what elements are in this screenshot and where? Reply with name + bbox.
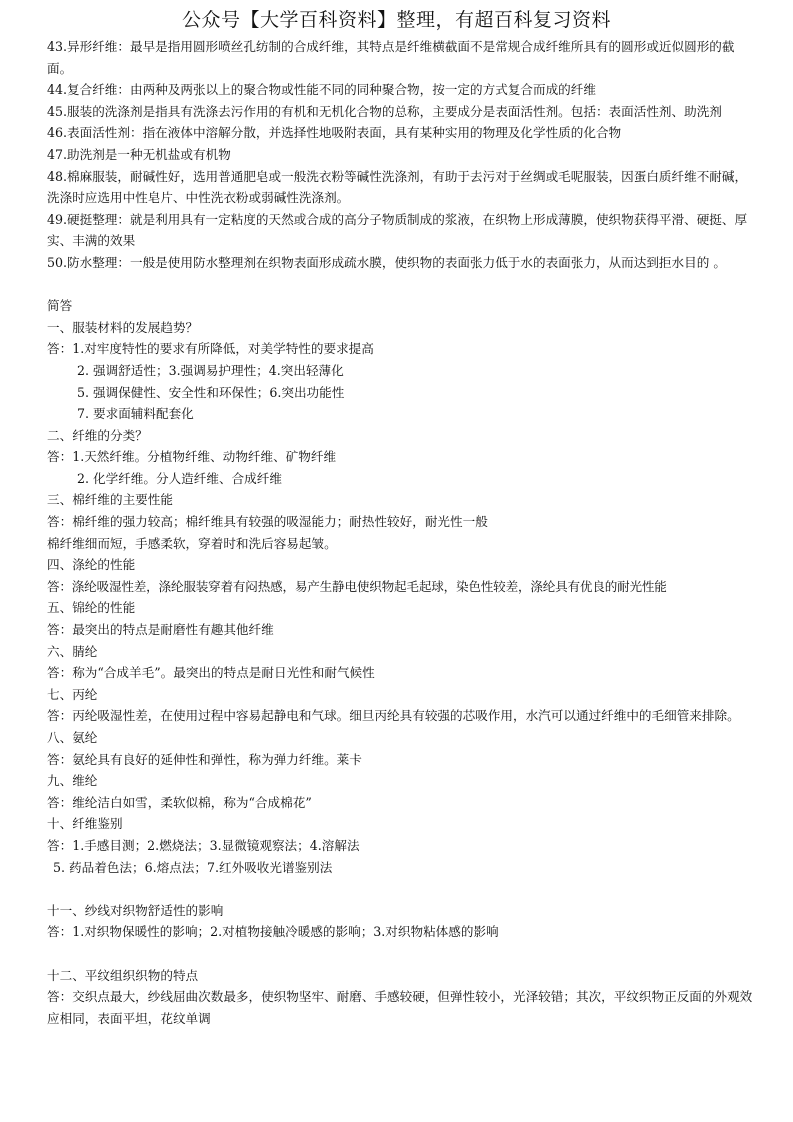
spacer — [47, 878, 759, 900]
definition-43: 43.异形纤维：最早是指用圆形喷丝孔纺制的合成纤维，其特点是纤维横截面不是常规合成纤维所具有的圆形或近似圆形的截面。 — [47, 39, 735, 76]
question-5: 五、锦纶的性能 — [47, 600, 136, 616]
question-1: 一、服装材料的发展趋势？ — [47, 319, 199, 335]
answer-8: 答：氨纶具有良好的延伸性和弹性，称为弹力纤维。莱卡 — [47, 751, 362, 767]
answer-3-line-1: 答：棉纤维的强力较高；棉纤维具有较强的吸湿能力；耐热性较好，耐光性一般 — [47, 514, 488, 530]
answer-9: 答：维纶洁白如雪，柔软似棉，称为“合成棉花” — [47, 794, 312, 810]
answer-4: 答：涤纶吸湿性差，涤纶服装穿着有闷热感，易产生静电使织物起毛起球，染色性较差，涤纶具有优良的耐光性能 — [47, 578, 667, 594]
answer-10-line-1: 答：1.手感目测；2.燃烧法；3.显微镜观察法；4.溶解法 — [47, 837, 360, 853]
question-10: 十、纤维鉴别 — [47, 816, 123, 832]
question-12: 十二、平纹组织织物的特点 — [47, 967, 199, 983]
definition-47: 47.助洗剂是一种无机盐或有机物 — [47, 146, 231, 162]
question-11: 十一、纱线对织物舒适性的影响 — [47, 902, 224, 918]
question-7: 七、丙纶 — [47, 686, 98, 702]
spacer — [47, 274, 759, 296]
answer-1-line-2: 2. 强调舒适性；3.强调易护理性；4.突出轻薄化 — [77, 362, 344, 378]
answer-11: 答：1.对织物保暖性的影响；2.对植物接触冷暖感的影响；3.对织物粘体感的影响 — [47, 924, 499, 940]
answer-1-line-4: 7. 要求面辅料配套化 — [77, 406, 194, 422]
section-title: 简答 — [47, 298, 73, 314]
spacer — [47, 943, 759, 965]
question-6: 六、腈纶 — [47, 643, 98, 659]
answer-6: 答：称为“合成羊毛”。最突出的特点是耐日光性和耐气候性 — [47, 665, 375, 681]
answer-1-line-1: 答：1.对牢度特性的要求有所降低，对美学特性的要求提高 — [47, 341, 374, 357]
question-4: 四、涤纶的性能 — [47, 557, 136, 573]
answer-2-line-1: 答：1.天然纤维。分植物纤维、动物纤维、矿物纤维 — [47, 449, 337, 465]
answer-10-line-2: 5. 药品着色法；6.熔点法；7.红外吸收光谱鉴别法 — [53, 859, 333, 875]
definition-48: 48.棉麻服装，耐碱性好，选用普通肥皂或一般洗衣粉等碱性洗涤剂，有助于去污对于丝绸或毛呢服装，因蛋白质纤维不耐碱，洗涤时应选用中性皂片、中性洗衣粉或弱碱性洗涤剂。 — [47, 168, 748, 206]
definition-46: 46.表面活性剂：指在液体中溶解分散，并选择性地吸附表面，具有某种实用的物理及化学性质的化合物 — [47, 125, 622, 141]
answer-12: 答：交织点最大，纱线屈曲次数最多，使织物坚牢、耐磨、手感较硬，但弹性较小，光泽较错；其次，平纹织物正反面的外观效应相同，表面平坦，花纹单调 — [47, 989, 753, 1026]
answer-5: 答：最突出的特点是耐磨性有趣其他纤维 — [47, 622, 274, 638]
question-2: 二、纤维的分类？ — [47, 427, 148, 443]
answer-1-line-3: 5. 强调保健性、安全性和环保性；6.突出功能性 — [77, 384, 345, 400]
document-body — [47, 36, 759, 1029]
answer-2-line-2: 2. 化学纤维。分人造纤维、合成纤维 — [77, 470, 282, 486]
definition-44: 44.复合纤维：由两种及两张以上的聚合物或性能不同的同种聚合物，按一定的方式复合而成的纤维 — [47, 82, 596, 98]
definition-50: 50.防水整理：一般是使用防水整理剂在织物表面形成疏水膜，使织物的表面张力低于水的表面张力，从而达到拒水目的 。 — [47, 254, 726, 270]
question-3: 三、棉纤维的主要性能 — [47, 492, 173, 508]
definition-45: 45.服装的洗涤剂是指具有洗涤去污作用的有机和无机化合物的总称，主要成分是表面活性剂。包括：表面活性剂、助洗剂 — [47, 103, 722, 119]
question-8: 八、氨纶 — [47, 730, 98, 745]
page-header: 公众号【大学百科资料】整理，有超百科复习资料 — [181, 9, 611, 31]
definition-49: 49.硬挺整理：就是利用具有一定粘度的天然或合成的高分子物质制成的浆液，在织物上形成薄膜，使织物获得平滑、硬挺、厚实、丰满的效果 — [47, 211, 748, 249]
answer-3-line-2: 棉纤维细而短，手感柔软，穿着时和洗后容易起皱。 — [47, 535, 337, 551]
answer-7: 答：丙纶吸湿性差，在使用过程中容易起静电和气球。细旦丙纶具有较强的芯吸作用，水汽可以通过纤维中的毛细管来排除。 — [47, 708, 740, 724]
question-9: 九、维纶 — [47, 773, 98, 789]
